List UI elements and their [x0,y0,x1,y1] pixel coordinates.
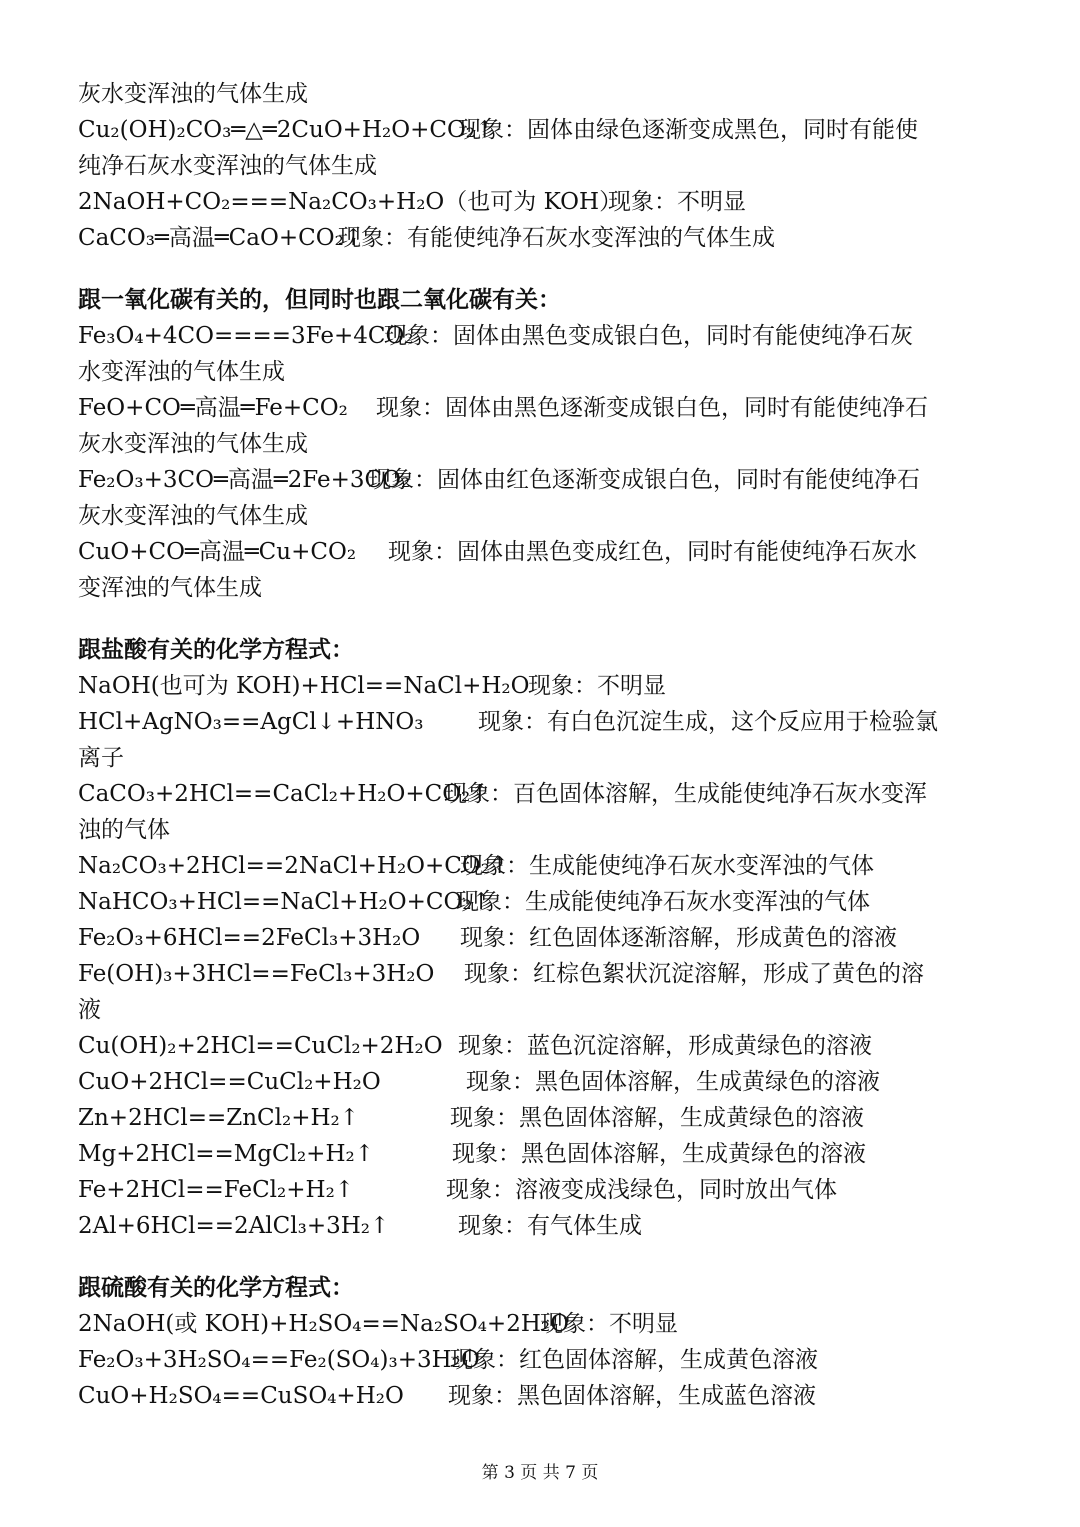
observation-text: 现象：红色固体逐渐溶解，形成黄色的溶液 [460,925,897,951]
equation-line [78,184,993,220]
equation-line [78,848,993,884]
text-line: 离子 [78,745,124,771]
observation-text: 现象：有能使纯净石灰水变浑浊的气体生成 [338,225,775,251]
observation-text: 现象：黑色固体溶解，生成黄绿色的溶液 [466,1069,880,1095]
chemical-equation: Zn+2HCl==ZnCl₂+H₂↑ [78,1105,360,1131]
equation-line [78,956,993,992]
observation-text: 现象：有气体生成 [458,1213,642,1239]
equation-line [78,776,993,812]
text-line: 灰水变浑浊的气体生成 [78,81,308,107]
section-heading: 跟盐酸有关的化学方程式： [78,636,354,663]
text-line: 变浑浊的气体生成 [78,575,262,601]
observation-text: 现象：不明显 [528,673,666,699]
text-line: 浊的气体 [78,817,170,843]
equation-line [78,1342,993,1378]
observation-text: 现象：固体由红色逐渐变成银白色，同时有能使纯净石 [368,467,920,493]
observation-text: 现象：固体由黑色变成红色，同时有能使纯净石灰水 [388,539,917,565]
chemical-equation: 2Al+6HCl==2AlCl₃+3H₂↑ [78,1213,390,1239]
text-line: 灰水变浑浊的气体生成 [78,503,308,529]
section-gap [78,1244,993,1270]
equation-line [78,390,993,426]
equation-line [78,668,993,704]
section-gap [78,256,993,282]
chemical-equation: CaCO₃+2HCl==CaCl₂+H₂O+CO₂↑ [78,781,490,807]
equation-line [78,1100,993,1136]
observation-text: 现象：红棕色絮状沉淀溶解，形成了黄色的溶 [464,961,924,987]
equation-line [78,704,993,740]
equation-line [78,534,993,570]
document-page [78,76,993,1414]
chemical-equation: Fe₂O₃+6HCl==2FeCl₃+3H₂O [78,925,421,951]
observation-text: 现象：有白色沉淀生成，这个反应用于检验氯 [478,709,938,735]
observation-text: 现象：不明显 [608,189,746,215]
chemical-equation: Fe₂O₃+3H₂SO₄==Fe₂(SO₄)₃+3H₂O [78,1347,480,1373]
equation-line [78,920,993,956]
chemical-equation: Cu₂(OH)₂CO₃═△═2CuO+H₂O+CO₂↑ [78,117,495,143]
section-gap [78,606,993,632]
chemical-equation: NaHCO₃+HCl==NaCl+H₂O+CO₂↑ [78,889,491,915]
chemical-equation: Fe₂O₃+3CO═高温═2Fe+3CO₂ [78,467,411,493]
section-heading: 跟硫酸有关的化学方程式： [78,1274,354,1301]
equation-line [78,1378,993,1414]
chemical-equation: CuO+H₂SO₄==CuSO₄+H₂O [78,1383,404,1409]
observation-text: 现象：蓝色沉淀溶解，形成黄绿色的溶液 [458,1033,872,1059]
equation-line [78,318,993,354]
chemical-equation: NaOH(也可为 KOH)+HCl==NaCl+H₂O [78,673,530,699]
observation-text: 现象：百色固体溶解，生成能使纯净石灰水变浑 [444,781,927,807]
equation-line [78,884,993,920]
observation-text: 现象：生成能使纯净石灰水变浑浊的气体 [460,853,874,879]
observation-text: 现象：生成能使纯净石灰水变浑浊的气体 [456,889,870,915]
chemical-equation: CaCO₃═高温═CaO+CO₂↑ [78,225,364,251]
observation-text: 现象：固体由绿色逐渐变成黑色，同时有能使 [458,117,918,143]
chemical-equation: CuO+2HCl==CuCl₂+H₂O [78,1069,381,1095]
equation-line [78,1028,993,1064]
observation-text: 现象：红色固体溶解，生成黄色溶液 [450,1347,818,1373]
chemical-equation: Fe+2HCl==FeCl₂+H₂↑ [78,1177,355,1203]
observation-text: 现象：溶液变成浅绿色，同时放出气体 [446,1177,837,1203]
text-line: 纯净石灰水变浑浊的气体生成 [78,153,377,179]
equation-line [78,1172,993,1208]
chemical-equation: FeO+CO═高温═Fe+CO₂ [78,395,348,421]
chemical-equation: Cu(OH)₂+2HCl==CuCl₂+2H₂O [78,1033,443,1059]
text-line: 液 [78,997,101,1023]
chemical-equation: Fe(OH)₃+3HCl==FeCl₃+3H₂O [78,961,435,987]
text-line: 水变浑浊的气体生成 [78,359,285,385]
observation-text: 现象：不明显 [540,1311,678,1337]
chemical-equation: 2NaOH(或 KOH)+H₂SO₄==Na₂SO₄+2H₂O [78,1311,569,1337]
text-line: 灰水变浑浊的气体生成 [78,431,308,457]
chemical-equation: Na₂CO₃+2HCl==2NaCl+H₂O+CO₂↑ [78,853,510,879]
chemical-equation: CuO+CO═高温═Cu+CO₂ [78,539,357,565]
equation-line [78,112,993,148]
observation-text: 现象：固体由黑色逐渐变成银白色，同时有能使纯净石 [376,395,928,421]
chemical-equation: Mg+2HCl==MgCl₂+H₂↑ [78,1141,375,1167]
page-footer: 第 3 页 共 7 页 [481,1463,599,1483]
equation-line [78,220,993,256]
observation-text: 现象：固体由黑色变成银白色，同时有能使纯净石灰 [384,323,913,349]
equation-line [78,1208,993,1244]
chemical-equation: HCl+AgNO₃==AgCl↓+HNO₃ [78,709,424,735]
section-heading: 跟一氧化碳有关的，但同时也跟二氧化碳有关： [78,286,561,313]
equation-line [78,462,993,498]
equation-line [78,1306,993,1342]
observation-text: 现象：黑色固体溶解，生成黄绿色的溶液 [450,1105,864,1131]
equation-line [78,1064,993,1100]
chemical-equation: 2NaOH+CO₂===Na₂CO₃+H₂O（也可为 KOH） [78,189,623,215]
equation-line [78,1136,993,1172]
chemical-equation: Fe₃O₄+4CO====3Fe+4CO₂ [78,323,414,349]
observation-text: 现象：黑色固体溶解，生成蓝色溶液 [448,1383,816,1409]
observation-text: 现象：黑色固体溶解，生成黄绿色的溶液 [452,1141,866,1167]
